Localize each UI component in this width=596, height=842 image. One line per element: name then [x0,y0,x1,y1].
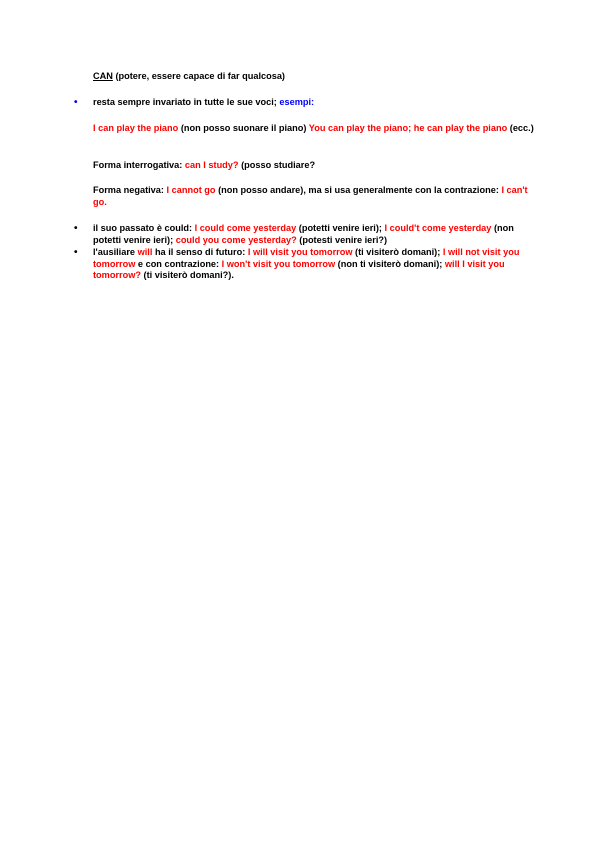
section-title [93,71,543,83]
example-red: I will not visit you tomorrow [93,247,520,269]
example-translation: (non ti visiterò domani); [335,258,445,269]
example-translation: (potetti venire ieri); [296,223,385,233]
examples-label: esempi: [279,97,315,107]
example-red: I could come yesterday [194,223,297,233]
example-translation: (posso studiare? [238,160,316,170]
title-word: CAN [93,71,113,81]
form-label: Forma negativa: [93,185,167,195]
bullet-text: e con contrazione: [135,258,222,269]
example-red: I won't visit you tomorrow [221,258,336,269]
bullet-text: il suo passato è could: [93,223,195,233]
bullet-past [93,223,543,246]
bullet-marker: • [74,247,78,258]
form-label: Forma interrogativa: [93,160,185,170]
example-negative [93,185,543,208]
bullet-text: ha il senso di futuro: [152,247,248,257]
example-translation: (non posso suonare il piano) [178,123,309,133]
bullet-future [93,247,543,282]
bullet-invariable [93,97,543,109]
example-red: will I visit you tomorrow? [93,258,505,280]
example-translation: (non posso andare), ma si usa generalmente con la contrazione: [215,185,502,195]
example-translation: (potesti venire ieri?) [296,234,388,245]
bullet-text: l'ausiliare [93,247,138,257]
example-translation: (ti visiterò domani); [352,247,443,257]
bullet-marker: • [74,97,78,108]
example-red: could you come yesterday? [175,234,297,245]
example-red: I can play the piano [93,123,179,133]
example-translation: (ti visiterò domani?). [140,270,234,280]
example-red: I will visit you tomorrow [247,247,353,257]
bullet-text: resta sempre invariato in tutte le sue voci; [93,97,280,107]
title-description: (potere, essere capace di far qualcosa) [112,71,285,81]
example-can-play [93,123,543,135]
example-red: will [137,247,153,257]
example-translation: (ecc.) [507,123,534,133]
example-interrogative [93,160,543,172]
example-red: I can't go. [93,185,528,207]
bullet-marker: • [74,223,78,234]
example-red: I could't come yesterday [384,223,492,233]
example-red: can I study? [184,160,239,170]
example-translation: (non potetti venire ieri); [93,223,514,245]
example-red: I cannot go [166,185,216,195]
example-red: You can play the piano; he can play the piano [308,123,508,133]
